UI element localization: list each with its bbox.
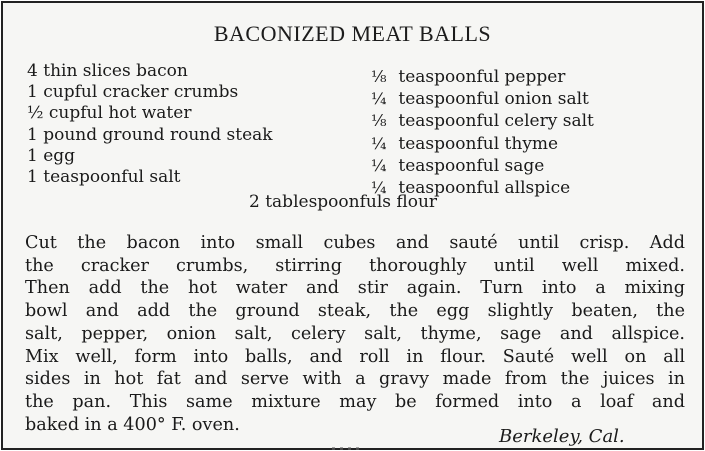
method-line: sides in hot fat and serve with a gravy made from the juices in xyxy=(25,369,685,390)
ingredient-quantity: 1 xyxy=(27,167,38,188)
ingredient-text: teaspoonful thyme xyxy=(398,133,559,154)
method-line: baked in a 400° F. oven. xyxy=(25,414,240,435)
ingredient-text: cupful hot water xyxy=(48,103,192,124)
method-line: the cracker crumbs, stirring thoroughly until well mixed. xyxy=(25,255,685,276)
ingredient-text: pound ground round steak xyxy=(43,124,273,145)
method-line: bowl and add the ground steak, the egg slightly beaten, the xyxy=(25,301,685,322)
ingredient-quantity: ⅛ xyxy=(371,67,387,86)
ingredient-quantity: ½ xyxy=(27,103,44,124)
ingredient-text: cupful cracker crumbs xyxy=(43,82,239,103)
ingredient-quantity: 1 xyxy=(27,124,38,145)
ingredient-item xyxy=(371,155,594,177)
ingredient-item xyxy=(27,167,273,188)
ingredient-item xyxy=(371,88,594,110)
ingredient-text: teaspoonful pepper xyxy=(398,67,566,87)
recipe-title: BACONIZED MEAT BALLS xyxy=(213,21,492,46)
ingredients-right-column xyxy=(371,66,594,199)
ingredient-quantity: 1 xyxy=(27,82,38,103)
ingredient-item xyxy=(371,110,594,132)
method-line: Cut the bacon into small cubes and sauté until crisp. Add xyxy=(25,233,685,253)
ingredient-quantity: ⅛ xyxy=(371,111,387,131)
ingredient-item xyxy=(27,146,273,167)
cropped-page-number-fragment xyxy=(332,447,362,450)
method-line: the pan. This same mixture may be formed into a loaf and xyxy=(25,391,685,412)
ingredient-quantity: ¼ xyxy=(371,155,387,175)
ingredient-item xyxy=(27,103,273,124)
recipe-source: Berkeley, Cal. xyxy=(499,426,625,447)
ingredient-text: teaspoonful celery salt xyxy=(398,111,594,132)
ingredient-item xyxy=(27,125,273,146)
ingredient-text: egg xyxy=(43,145,76,166)
recipe-card xyxy=(1,1,704,450)
method-paragraph xyxy=(25,232,685,436)
method-line: Mix well, form into balls, and roll in flour. Sauté well on all xyxy=(25,346,685,367)
ingredient-text: teaspoonful allspice xyxy=(398,178,571,199)
ingredient-quantity: ¼ xyxy=(371,133,387,153)
method-line: salt, pepper, onion salt, celery salt, thyme, sage and allspice. xyxy=(25,323,685,344)
ingredient-quantity: ¼ xyxy=(371,89,387,109)
ingredient-text: teaspoonful sage xyxy=(398,155,545,176)
ingredient-text: teaspoonful salt xyxy=(43,167,181,188)
ingredient-quantity: 4 xyxy=(27,61,38,81)
ingredient-item xyxy=(27,61,273,82)
ingredient-item xyxy=(371,133,594,155)
ingredient-text: teaspoonful onion salt xyxy=(398,89,589,110)
ingredients-left-column xyxy=(27,61,273,188)
ingredient-quantity: 1 xyxy=(27,145,38,166)
method-line: Then add the hot water and stir again. Turn into a mixing xyxy=(25,278,685,299)
ingredient-centered: 2 tablespoonfuls flour xyxy=(249,192,438,212)
ingredient-item xyxy=(27,82,273,103)
ingredient-quantity: ¼ xyxy=(371,178,387,198)
ingredient-text: thin slices bacon xyxy=(43,61,188,81)
ingredient-item xyxy=(371,66,594,88)
